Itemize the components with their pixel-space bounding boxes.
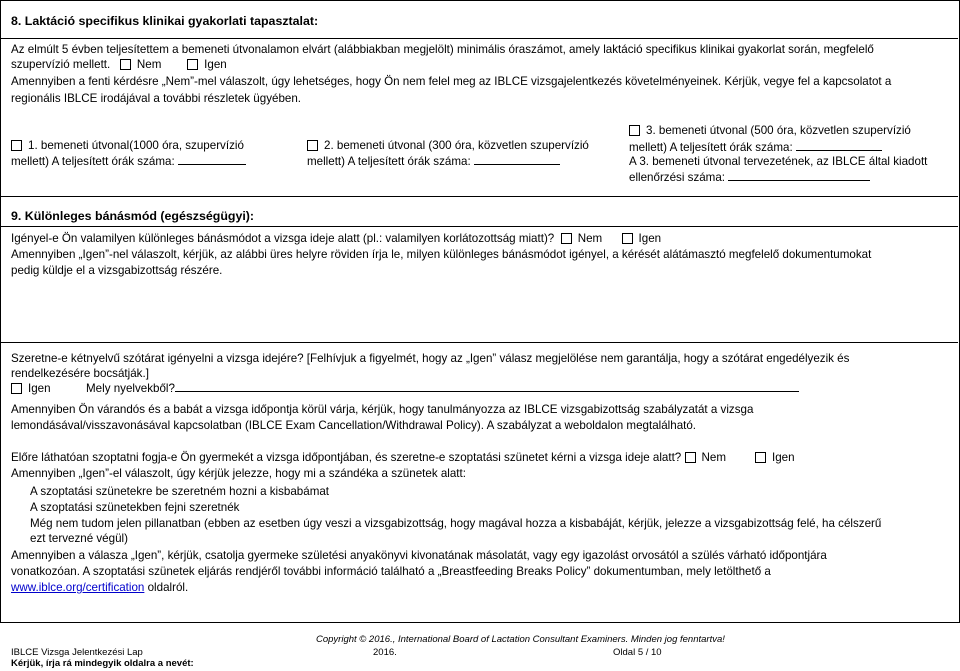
footer-page-number: Oldal 5 / 10 [613,647,662,658]
bf-no-checkbox[interactable] [685,452,696,463]
bf-no-label: Nem [701,451,726,464]
path1-checkbox[interactable] [11,140,22,151]
bf-question: Előre láthatóan szoptatni fogja-e Ön gyermekét a vizsga időpontjában, és szeretne-e szoptatási szünetet kérni a vizsga ideje alatt? Nem Igen [11,451,795,464]
s8-intro-line2: szupervízió mellett. Nem Igen [11,58,227,71]
absent-line2: lemondásával/visszavonásával kapcsolatban (IBLCE Exam Cancellation/Withdrawal Policy). A szabályzat a weboldalon megtalálható. [11,419,697,432]
divider [0,342,958,343]
s9-question: Igényel-e Ön valamilyen különleges bánásmódot a vizsga ideje alatt (pl.: valamilyen korlátozottság miatt)? Nem Igen [11,232,662,245]
path3-approval-number-field[interactable] [728,170,870,181]
bf-option-undecided-line2: ezt tervezné végül) [30,532,128,545]
dict-language-label: Mely nyelvekből? [86,382,175,395]
dict-question-line2: rendelkezésére bocsátják.] [11,367,149,380]
s8-intro-line1: Az elmúlt 5 évben teljesítettem a bemeneti útvonalamon elvárt (alábbiakban megjelölt) minimális óraszámot, amely laktáció specifikus klinikai gyakorlat során, megfelelő [11,43,874,56]
s9-desc-line2: pedig küldje el a vizsgabizottság részére. [11,264,223,277]
dict-yes-label: Igen [28,382,51,395]
s9-request-textarea[interactable] [10,282,950,338]
path3-hours-field[interactable] [796,140,882,151]
s9-no-checkbox[interactable] [561,233,572,244]
s9-yes-label: Igen [638,232,662,245]
s8-yes-checkbox[interactable] [187,59,198,70]
footer-year: 2016. [373,647,397,658]
path2-checkbox[interactable] [307,140,318,151]
bf-if-yes: Amennyiben „Igen”-el válaszolt, úgy kérjük jelezze, hogy mi a szándéka a szünetek alatt: [11,467,466,480]
bf-note-line2: vonatkozóan. A szoptatási szünetek eljárás rendjéről további információ található a „Breastfeeding Breaks Policy” dokumentumban, mely letölthető a [11,565,771,578]
dict-question-line1: Szeretne-e kétnyelvű szótárat igényelni a vizsga idejére? [Felhívjuk a figyelmét, hogy az „Igen” válasz megjelölése nem garantálja, hogy a szótárat engedélyezik és [11,352,850,365]
path3-line1: 3. bemeneti útvonal (500 óra, közvetlen szupervízió [629,124,911,138]
absent-line1: Amennyiben Ön várandós és a babát a vizsga időpontja körül várja, kérjük, hogy tanulmányozza az IBLCE vizsgabizottság szabályzatát a vizsga [11,403,754,416]
bf-note-line3: www.iblce.org/certification oldalról. [11,581,189,594]
path3-line2: mellett) A teljesített órák száma: [629,140,882,155]
section-8-title: 8. Laktáció specifikus klinikai gyakorlati tapasztalat: [11,14,319,28]
s8-no-label: Nem [136,58,162,71]
footer-name-label: Kérjük, írja rá mindegyik oldalra a nevét: [11,658,194,669]
bf-option-pump[interactable]: A szoptatási szünetekben fejni szeretnék [30,501,240,514]
divider [0,38,958,39]
bf-note-line1: Amennyiben a válasza „Igen”, kérjük, csatolja gyermeke születési anyakönyvi kivonatának másolatát, vagy egy igazolást orvosától a szülés várható időpontjára [11,549,827,562]
dict-answer [11,381,799,396]
s8-note-line1: Amennyiben a fenti kérdésre „Nem”-mel válaszolt, úgy lehetséges, hogy Ön nem felel meg az IBLCE vizsgajelentkezés követelményeinek. Kérjük, vegye fel a kapcsolatot a [11,75,892,88]
path3-checkbox[interactable] [629,125,640,136]
certification-link[interactable]: www.iblce.org/certification [11,581,145,594]
s9-no-label: Nem [577,232,603,245]
bf-option-bring-baby[interactable]: A szoptatási szünetekre be szeretném hozni a kisbabámat [30,485,330,498]
footer-doc-name: IBLCE Vizsga Jelentkezési Lap [11,647,143,658]
s8-no-checkbox[interactable] [120,59,131,70]
path3-line3: A 3. bemeneti útvonal tervezetének, az IBLCE által kiadott [629,155,928,168]
path1-hours-field[interactable] [178,154,246,165]
path2-line1: 2. bemeneti útvonal (300 óra, közvetlen szupervízió [307,139,589,153]
bf-option-undecided-line1[interactable]: Még nem tudom jelen pillanatban (ebben az esetben úgy veszi a vizsgabizottság, hogy magával hozza a kisbabáját, kérjük, jelezze a vizsgabizottság felé, ha célszerű [30,517,882,530]
s9-desc-line1: Amennyiben „Igen”-nel válaszolt, kérjük, az alábbi üres helyre röviden írja le, milyen különleges bánásmódot igényel, a kérését alátámasztó megfelelő dokumentumokat [11,248,872,261]
bf-yes-label: Igen [771,451,795,464]
footer-copyright: Copyright © 2016., International Board of Lactation Consultant Examiners. Minden jog fenntartva! [316,634,725,645]
bf-yes-checkbox[interactable] [755,452,766,463]
path1-line1: 1. bemeneti útvonal(1000 óra, szupervízió [11,139,244,153]
divider [0,226,958,227]
dict-yes-checkbox[interactable] [11,383,22,394]
path3-line4: ellenőrzési száma: [629,170,870,185]
divider [0,196,958,197]
path1-line2: mellett) A teljesített órák száma: [11,154,246,169]
section-9-title: 9. Különleges bánásmód (egészségügyi): [11,209,255,223]
s8-note-line2: regionális IBLCE irodájával a további részletek ügyében. [11,92,302,105]
path2-hours-field[interactable] [474,154,560,165]
s9-yes-checkbox[interactable] [622,233,633,244]
s8-yes-label: Igen [204,58,227,71]
path2-line2: mellett) A teljesített órák száma: [307,154,560,169]
dict-language-field[interactable] [175,381,799,392]
